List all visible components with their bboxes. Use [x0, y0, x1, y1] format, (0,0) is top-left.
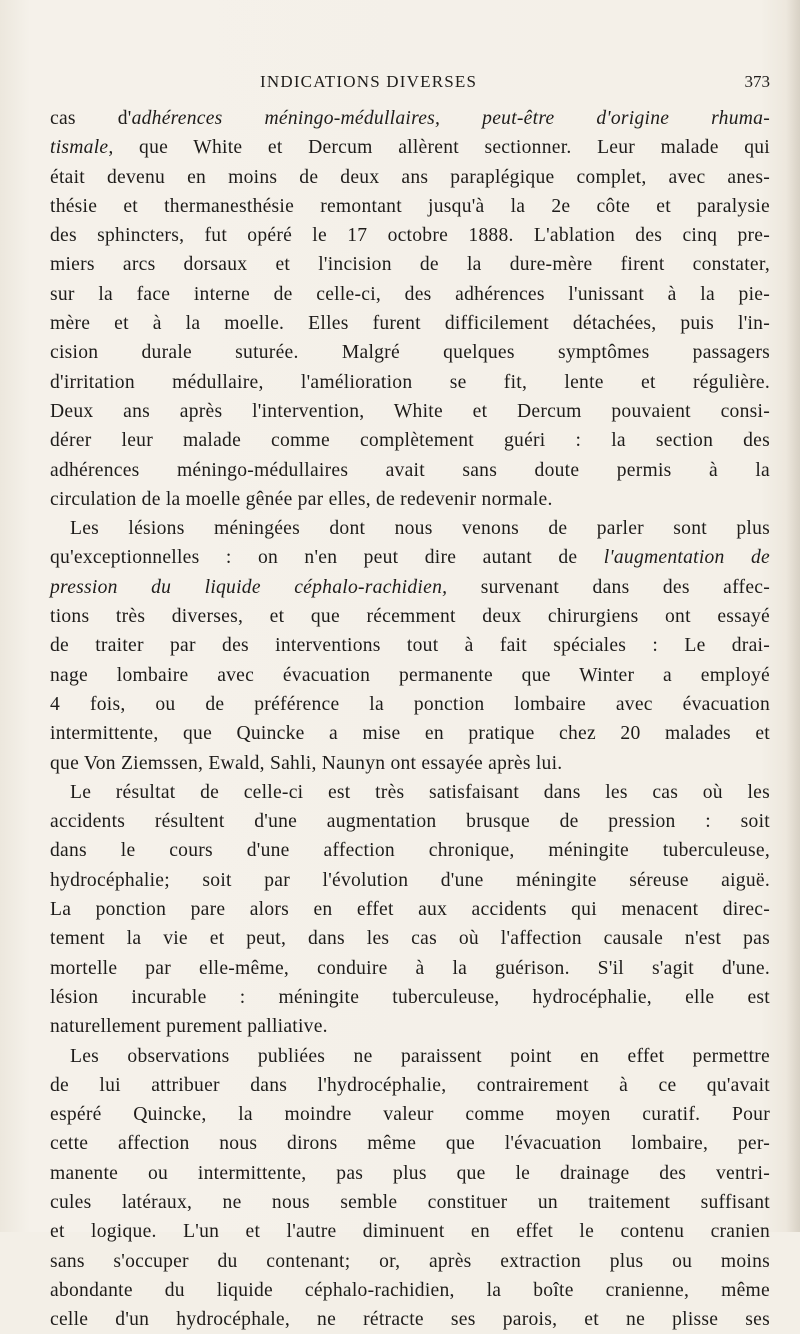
- text-line: tions très diverses, et que récemment deux chirurgiens ont essayé: [50, 606, 770, 628]
- line-text: que White et Dercum allèrent sectionner. Leur malade qui: [113, 137, 770, 159]
- text-line: manente ou intermittente, pas plus que le drainage des ventri-: [50, 1162, 770, 1184]
- text-line: miers arcs dorsaux et l'incision de la dure-mère firent constater,: [50, 254, 770, 276]
- italic-phrase: pression du liquide céphalo-rachidien,: [50, 576, 448, 598]
- text-line: mère et à la moelle. Elles furent difficilement détachées, puis l'in-: [50, 313, 770, 335]
- text-line: Deux ans après l'intervention, White et Dercum pouvaient consi-: [50, 400, 770, 422]
- text-line: La ponction pare alors en effet aux accidents qui menacent direc-: [50, 899, 770, 921]
- text-line: sans s'occuper du contenant; or, après extraction plus ou moins: [50, 1250, 770, 1272]
- page-edge-shadow: [786, 0, 800, 1232]
- text-line: sur la face interne de celle-ci, des adhérences l'unissant à la pie-: [50, 283, 770, 305]
- text-line: d'irritation médullaire, l'amélioration se fit, lente et régulière.: [50, 371, 770, 393]
- text-line: et logique. L'un et l'autre diminuent en effet le contenu cranien: [50, 1221, 770, 1243]
- text-line: cules latéraux, ne nous semble constituer un traitement suffisant: [50, 1191, 770, 1213]
- text-line: [50, 543, 770, 572]
- page-number: 373: [744, 72, 770, 91]
- text-line: intermittente, que Quincke a mise en pratique chez 20 malades et: [50, 723, 770, 745]
- text-line: [50, 573, 770, 602]
- text-line: accidents résultent d'une augmentation brusque de pression : soit: [50, 811, 770, 833]
- text-line: que Von Ziemssen, Ewald, Sahli, Naunyn ont essayée après lui.: [50, 752, 563, 774]
- text-line: lésion incurable : méningite tuberculeuse, hydrocéphalie, elle est: [50, 986, 770, 1008]
- body-text: [50, 104, 770, 1334]
- line-text: survenant dans des affec-: [447, 576, 770, 598]
- text-line: cision durale suturée. Malgré quelques symptômes passagers: [50, 342, 770, 364]
- text-line: adhérences méningo-médullaires avait sans doute permis à la: [50, 459, 770, 481]
- italic-phrase: l'augmentation de: [603, 547, 770, 569]
- italic-phrase: adhérences méningo-médullaires, peut-être d'origine rhuma-: [131, 108, 770, 129]
- text-line: des sphincters, fut opéré le 17 octobre 1888. L'ablation des cinq pre-: [50, 225, 770, 247]
- text-line: nage lombaire avec évacuation permanente que Winter a employé: [50, 664, 770, 686]
- text-line: Le résultat de celle-ci est très satisfaisant dans les cas où les: [70, 781, 770, 803]
- text-line: [50, 133, 770, 162]
- text-line: tement la vie et peut, dans les cas où l'affection causale n'est pas: [50, 928, 770, 950]
- text-line: abondante du liquide céphalo-rachidien, la boîte cranienne, même: [50, 1279, 770, 1301]
- text-line: naturellement purement palliative.: [50, 1016, 328, 1038]
- running-title: INDICATIONS DIVERSES: [260, 72, 478, 91]
- text-line: circulation de la moelle gênée par elles, de redevenir normale.: [50, 488, 553, 510]
- text-line: [50, 104, 770, 133]
- text-line: Les observations publiées ne paraissent point en effet permettre: [70, 1045, 770, 1067]
- text-line: mortelle par elle-même, conduire à la guérison. S'il s'agit d'une.: [50, 957, 770, 979]
- text-line: hydrocéphalie; soit par l'évolution d'une méningite séreuse aiguë.: [50, 869, 770, 891]
- text-line: était devenu en moins de deux ans paraplégique complet, avec anes-: [50, 166, 770, 188]
- text-line: celle d'un hydrocéphale, ne rétracte ses parois, et ne plisse ses: [50, 1309, 770, 1331]
- text-line: Les lésions méningées dont nous venons de parler sont plus: [70, 518, 770, 540]
- text-line: cette affection nous dirons même que l'évacuation lombaire, per-: [50, 1133, 770, 1155]
- text-line: 4 fois, ou de préférence la ponction lombaire avec évacuation: [50, 693, 770, 715]
- line-text: cas d': [50, 108, 132, 129]
- text-line: de lui attribuer dans l'hydrocéphalie, contrairement à ce qu'avait: [50, 1074, 770, 1096]
- running-header: [50, 72, 770, 96]
- text-line: dans le cours d'une affection chronique, méningite tuberculeuse,: [50, 840, 770, 862]
- text-line: thésie et thermanesthésie remontant jusqu'à la 2e côte et paralysie: [50, 195, 770, 217]
- text-line: espéré Quincke, la moindre valeur comme moyen curatif. Pour: [50, 1104, 770, 1126]
- line-text: qu'exceptionnelles : on n'en peut dire autant de: [50, 547, 604, 569]
- text-line: dérer leur malade comme complètement guéri : la section des: [50, 430, 770, 452]
- italic-phrase: tismale,: [50, 137, 114, 159]
- text-line: de traiter par des interventions tout à fait spéciales : Le drai-: [50, 635, 770, 657]
